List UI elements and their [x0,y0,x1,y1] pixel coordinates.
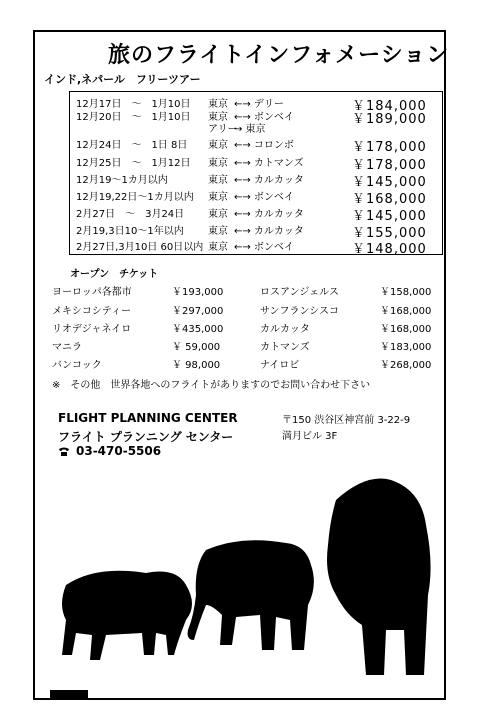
tour-origin: 東京 [208,112,228,123]
open-ticket-price: ￥ 98,000 [172,360,221,371]
tour-destination: ←→ ボンベイ [234,112,294,123]
tour-date: 12月25日 ～ 1月12日 [76,158,191,169]
open-ticket-price: ￥158,000 [380,287,432,298]
tour-date: 2月19,3日10～1年以内 [76,226,184,237]
open-ticket-price: ￥193,000 [172,287,224,298]
tour-price: ￥168,000 [352,192,427,207]
tour-origin: 東京 [208,140,228,151]
tour-subtitle: インド,ネパール フリーツアー [44,73,201,86]
open-ticket-destination: ロスアンジェルス [260,287,339,298]
tour-destination: ←→ デリー [234,99,284,110]
open-ticket-destination: カトマンズ [260,342,310,353]
tour-destination: ←→ ボンベイ [234,242,294,253]
tour-destination: ←→ カルカッタ [234,175,304,186]
agency-name-japanese: フライト プランニング センター [58,430,234,444]
open-ticket-destination: リオデジャネイロ [52,324,132,335]
page-number-tab [50,690,88,700]
tour-date: 12月17日 ～ 1月10日 [76,99,191,110]
tour-price: ￥184,000 [352,99,427,114]
tour-destination: ←→ カルカッタ [234,209,304,220]
open-ticket-price: ￥435,000 [172,324,224,335]
open-ticket-price: ￥168,000 [380,324,432,335]
tour-origin: 東京 [208,209,228,220]
open-ticket-destination: バンコック [52,360,102,371]
tour-date: 2月27日,3月10日 60日以内 [76,242,204,253]
tour-price: ￥148,000 [352,242,427,257]
tour-price: ￥178,000 [352,158,427,173]
open-ticket-destination: ナイロビ [260,360,300,371]
open-ticket-destination: ヨーロッパ各都市 [52,287,132,298]
agency-address-line1: 〒150 渋谷区神宮前 3-22-9 [282,415,411,426]
open-ticket-price: ￥268,000 [380,360,432,371]
open-ticket-destination: サンフランシスコ [260,306,339,317]
flyer-title: 旅のフライトインフォメーション [108,43,450,68]
tour-destination: → 東京 [234,124,266,135]
tour-price: ￥145,000 [352,175,427,190]
elephant-right [327,479,431,675]
tour-price: ￥145,000 [352,209,427,224]
open-ticket-price: ￥183,000 [380,342,432,353]
tour-destination: ←→ コロンボ [234,140,294,151]
tour-date: 12月20日 ～ 1月10日 [76,112,191,123]
tour-price-table [69,91,443,255]
tour-origin: 東京 [208,175,228,186]
open-ticket-destination: マニラ [52,342,82,353]
tour-origin: 東京 [208,226,228,237]
open-ticket-price: ￥297,000 [172,306,224,317]
tour-origin: 東京 [208,192,228,203]
open-ticket-price: ￥168,000 [380,306,432,317]
other-destinations-note: ※ その他 世界各地へのフライトがありますのでお問い合わせ下さい [52,380,371,391]
tour-origin: 東京 [208,99,228,110]
tour-destination: ←→ ボンベイ [234,192,294,203]
open-ticket-heading: オープン チケット [70,269,159,280]
elephant-left [62,571,192,660]
agency-address-line2: 満月ビル 3F [282,431,338,442]
tour-destination: ←→ カトマンズ [234,158,304,169]
tour-price: ￥155,000 [352,226,427,241]
tour-origin: 東京 [208,158,228,169]
tour-origin: アリー [208,124,238,135]
tour-date: 12月24日 ～ 1日 8日 [76,140,188,151]
tour-date: 12月19～1カ月以内 [76,175,168,186]
elephant-middle [188,540,314,650]
tour-date: 12月19,22日～1カ月以内 [76,192,194,203]
phone-number: 03-470-5506 [76,444,162,458]
open-ticket-destination: カルカッタ [260,324,310,335]
tour-date: 2月27日 ～ 3月24日 [76,209,185,220]
tour-destination: ←→ カルカッタ [234,226,304,237]
open-ticket-destination: メキシコシティー [52,306,132,317]
tour-origin: 東京 [208,242,228,253]
tour-price: ￥189,000 [352,112,427,127]
elephant-herd-illustration [36,455,440,685]
tour-price: ￥178,000 [352,140,427,155]
open-ticket-price: ￥ 59,000 [172,342,221,353]
agency-name-english: FLIGHT PLANNING CENTER [58,411,238,425]
